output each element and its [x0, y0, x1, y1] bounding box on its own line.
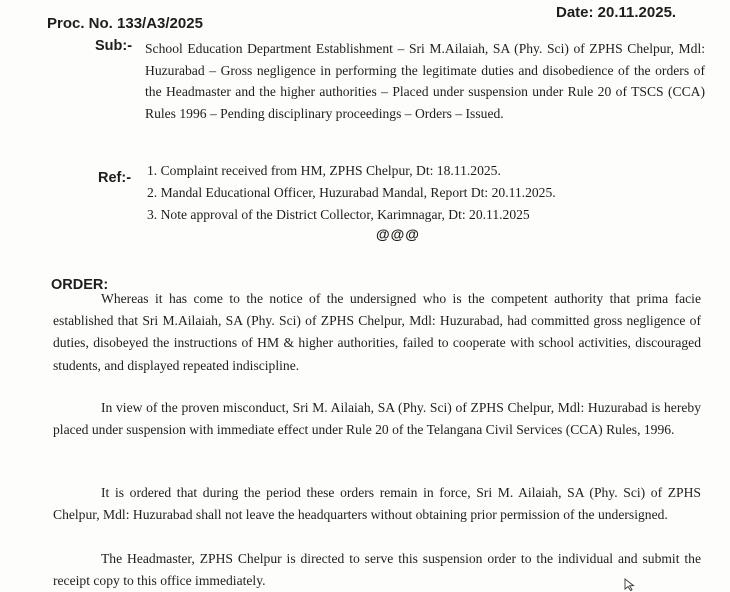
order-paragraph: The Headmaster, ZPHS Chelpur is directed to serve this suspension order to the individual and submit the receipt copy to this office immediately.: [53, 551, 701, 589]
proceedings-number: Proc. No. 133/A3/2025: [47, 15, 203, 32]
mouse-pointer-icon: [624, 578, 636, 591]
subject-text: School Education Department Establishment – Sri M.Ailaiah, SA (Phy. Sci) of ZPHS Chelpur, Mdl: Huzurabad – Gross negligence in performing the legitimate duties and disobedience of the orders of the Headmaster and the higher authorities – Placed under suspension under Rule 20 of TSCS (CCA) Rules 1996 – Pending disciplinary proceedings – Orders – Issued.: [145, 41, 705, 121]
order-paragraph: It is ordered that during the period these orders remain in force, Sri M. Ailaiah, SA (Phy. Sci) of ZPHS Chelpur, Mdl: Huzurabad shall not leave the headquarters without obtaining prior permission of the undersigned.: [53, 485, 701, 523]
reference-label: Ref:-: [98, 170, 132, 186]
reference-item: 2. Mandal Educational Officer, Huzurabad Mandal, Report Dt: 20.11.2025.: [147, 185, 556, 200]
reference-item: 1. Complaint received from HM, ZPHS Chelpur, Dt: 18.11.2025.: [147, 163, 501, 178]
subject-label: Sub:-: [95, 38, 133, 54]
order-paragraph: Whereas it has come to the notice of the undersigned who is the competent authority that prima facie established that Sri M.Ailaiah, SA (Phy. Sci) of ZPHS Chelpur, Mdl: Huzurabad, had committed gross negligence of duties, disobeyed the instructions of HM & higher authorities, failed to cooperate with school activities, discouraged students, and displayed repeated indiscipline.: [53, 291, 701, 373]
order-date: Date: 20.11.2025.: [556, 4, 677, 21]
order-heading: ORDER:: [51, 277, 109, 293]
section-separator: @@@: [376, 226, 420, 242]
reference-item: 3. Note approval of the District Collector, Karimnagar, Dt: 20.11.2025: [147, 207, 530, 222]
order-paragraph: In view of the proven misconduct, Sri M. Ailaiah, SA (Phy. Sci) of ZPHS Chelpur, Mdl: Huzurabad is hereby placed under suspension with immediate effect under Rule 20 of the Telangana Civil Services (CCA) Rules, 1996.: [53, 400, 701, 438]
reference-list: [147, 160, 556, 226]
